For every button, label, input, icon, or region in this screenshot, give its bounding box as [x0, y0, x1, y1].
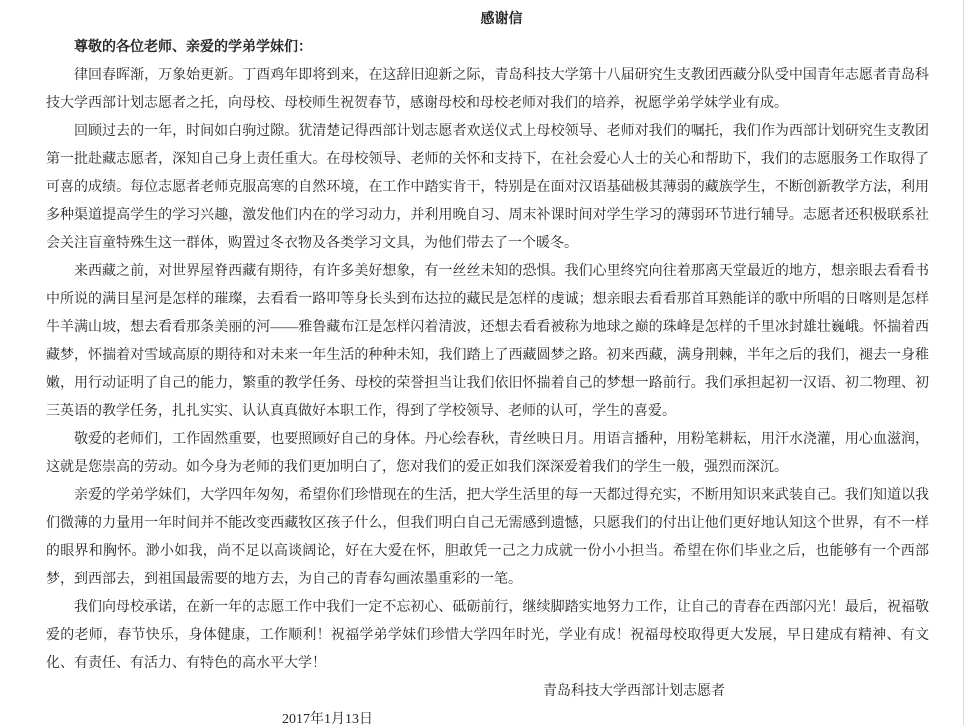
paragraph-2: 回顾过去的一年，时间如白驹过隙。犹清楚记得西部计划志愿者欢送仪式上母校领导、老师对我们的嘱托，我们作为西部计划研究生支教团第一批赴藏志愿者，深知自己身上责任重大。在母校领导、老师的关怀和支持下，在社会爱心人士的关心和帮助下，我们的志愿服务工作取得了可喜的成绩。每位志愿者老师克服高寒的自然环境，在工作中踏实肯干，特别是在面对汉语基础极其薄弱的藏族学生，不断创新教学方法，利用多种渠道提高学生的学习兴趣，激发他们内在的学习动力，并利用晚自习、周末补课时间对学生学习的薄弱环节进行辅导。志愿者还积极联系社会关注盲童特殊生这一群体，购置过冬衣物及各类学习文具，为他们带去了一个暖冬。: [46, 124, 929, 251]
signature: 青岛科技大学西部计划志愿者: [543, 684, 725, 699]
paragraph-3: 来西藏之前，对世界屋脊西藏有期待，有许多美好想象，有一丝丝未知的恐惧。我们心里终究向往着那离天堂最近的地方，想亲眼去看看书中所说的满目星河是怎样的璀璨，去看看一路叩等身长头到布达拉的藏民是怎样的虔诚；想亲眼去看看那首耳熟能详的歌中所唱的日喀则是怎样牛羊满山坡，想去看看那条美丽的河——雅鲁藏布江是怎样闪着清波，还想去看看被称为地球之巅的珠峰是怎样的千里冰封雄壮巍峨。怀揣着西藏梦，怀揣着对雪域高原的期待和对未来一年生活的种种未知，我们踏上了西藏圆梦之路。初来西藏，满身荆棘，半年之后的我们，褪去一身稚嫩，用行动证明了自己的能力，繁重的教学任务、母校的荣誉担当让我们依旧怀揣着自己的梦想一路前行。我们承担起初一汉语、初二物理、初三英语的教学任务，扎扎实实、认认真真做好本职工作，得到了学校领导、老师的认可，学生的喜爱。: [46, 264, 929, 419]
paragraph-1: 律回春晖渐，万象始更新。丁酉鸡年即将到来，在这辞旧迎新之际，青岛科技大学第十八届研究生支教团西藏分队受中国青年志愿者青岛科技大学西部计划志愿者之托，向母校、母校师生祝贺春节，感谢母校和母校老师对我们的培养，祝愿学弟学妹学业有成。: [46, 68, 929, 111]
paragraph-6: 我们向母校承诺，在新一年的志愿工作中我们一定不忘初心、砥砺前行，继续脚踏实地努力工作，让自己的青春在西部闪光！最后，祝福敬爱的老师，春节快乐，身体健康，工作顺利！祝福学弟学妹们珍惜大学四年时光，学业有成！祝福母校取得更大发展，早日建成有精神、有文化、有责任、有活力、有特色的高水平大学！: [46, 600, 929, 671]
letter-title: 感谢信: [480, 12, 523, 27]
date-line: 2017年1月13日: [282, 712, 373, 725]
paragraph-5: 亲爱的学弟学妹们，大学四年匆匆，希望你们珍惜现在的生活，把大学生活里的每一天都过得充实，不断用知识来武装自己。我们知道以我们微薄的力量用一年时间并不能改变西藏牧区孩子什么，但我们明白自己无需感到遗憾，只愿我们的付出让他们更好地认知这个世界，有不一样的眼界和胸怀。渺小如我，尚不足以高谈阔论，好在大爱在怀，胆敢凭一己之力成就一份小小担当。希望在你们毕业之后，也能够有一个西部梦，到西部去，到祖国最需要的地方去，为自己的青春勾画浓墨重彩的一笔。: [46, 488, 929, 587]
salutation: 尊敬的各位老师、亲爱的学弟学妹们：: [74, 40, 312, 55]
paragraph-4: 敬爱的老师们，工作固然重要，也要照顾好自己的身体。丹心绘春秋，青丝映日月。用语言播种，用粉笔耕耘，用汗水浇灌，用心血滋润，这就是您崇高的劳动。如今身为老师的我们更加明白了，您对我们的爱正如我们深深爱着我们的学生一般，强烈而深沉。: [46, 432, 929, 475]
